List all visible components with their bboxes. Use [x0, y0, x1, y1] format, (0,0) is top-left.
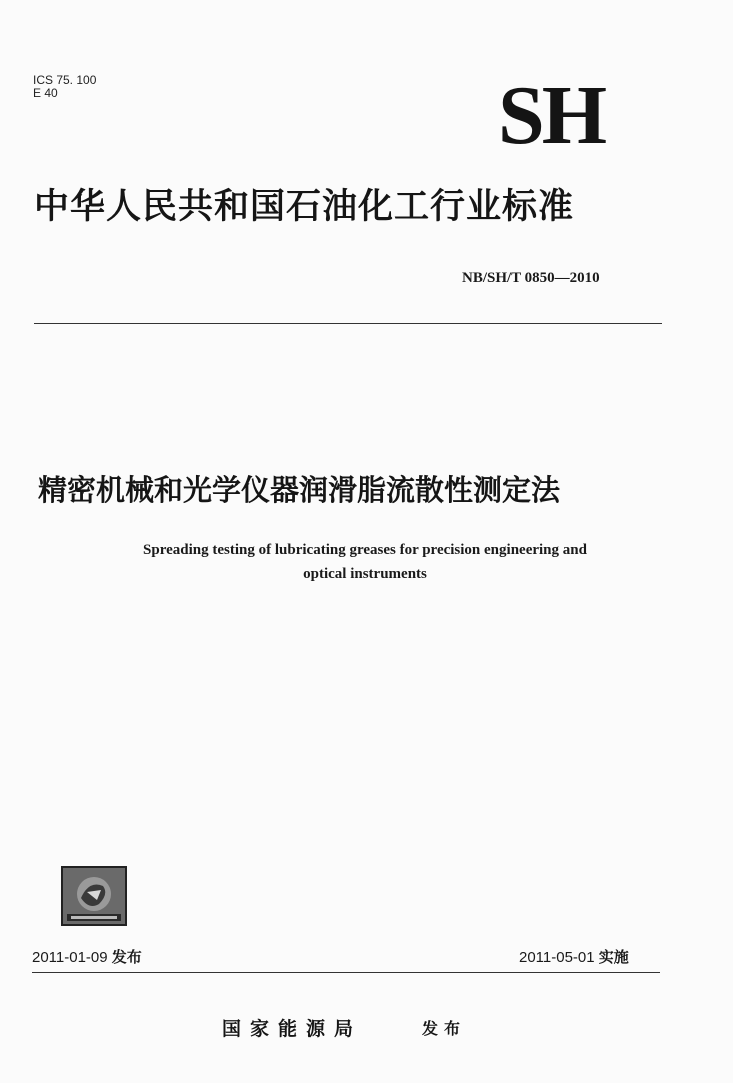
standard-title: 中华人民共和国石油化工行业标准	[34, 187, 575, 227]
issue-label: 发布	[422, 1019, 467, 1038]
classification-codes	[33, 74, 96, 100]
implement-date: 2011-05-01	[519, 949, 595, 966]
ics-code: ICS 75. 100	[33, 73, 97, 87]
issuing-authority: 国家能源局	[222, 1018, 363, 1040]
publisher-seal-icon	[61, 866, 127, 926]
bottom-divider	[32, 972, 660, 973]
top-divider	[34, 323, 662, 324]
standard-number: NB/SH/T 0850—2010	[462, 270, 600, 286]
publish-date-line	[32, 946, 142, 967]
publish-date: 2011-01-09	[32, 949, 108, 966]
document-title-en	[40, 538, 690, 586]
implement-label: 实施	[598, 948, 629, 966]
title-en-line1: Spreading testing of lubricating greases for precision engineering and	[143, 542, 587, 558]
title-en-line2: optical instruments	[303, 566, 427, 582]
publish-label: 发布	[111, 948, 142, 966]
class-code: E 40	[33, 86, 58, 100]
implement-date-line	[519, 946, 629, 967]
document-title-cn: 精密机械和光学仪器润滑脂流散性测定法	[38, 473, 561, 507]
category-mark: SH	[498, 69, 605, 162]
